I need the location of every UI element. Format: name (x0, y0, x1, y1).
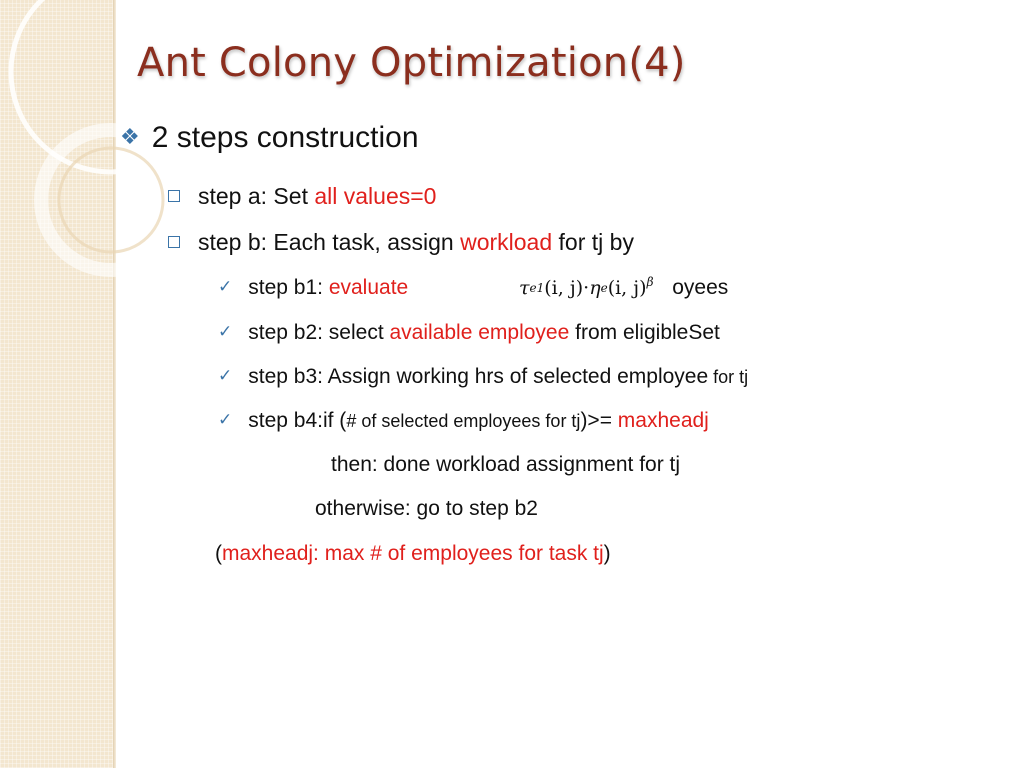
square-bullet-icon (168, 236, 180, 248)
step-b2-highlight: available employee (389, 321, 570, 344)
diamond-bullet-icon: ❖ (120, 124, 140, 149)
bullet-text: 2 steps construction (151, 121, 419, 154)
formula-args-1: (i, j) (544, 277, 584, 299)
bullet-2-steps-construction (120, 121, 419, 155)
step-b4-middle: )>= (580, 409, 618, 432)
formula-eta-sub: e (600, 281, 608, 295)
step-b2-prefix: step b2: select (248, 321, 390, 344)
formula-tau: τ (519, 277, 530, 299)
step-b3-text: step b3: Assign working hrs of selected employee (248, 365, 709, 388)
step-b1-suffix: oyees (672, 276, 729, 299)
step-b4-prefix: step b4:if ( (248, 409, 347, 432)
note-line (215, 542, 611, 566)
step-b4-small: # of selected employees for tj (346, 411, 581, 431)
checkmark-bullet-icon: ✓ (218, 322, 233, 341)
step-b3-small: for tj (708, 367, 749, 387)
formula-args-2: (i, j) (607, 277, 647, 299)
step-b-suffix: for tj by (552, 229, 634, 255)
formula-exponent: β (646, 275, 654, 289)
note-highlight: maxheadj: max # of employees for task tj (222, 542, 604, 565)
then-line: then: done workload assignment for tj (331, 453, 681, 476)
step-b-highlight: workload (460, 229, 553, 255)
checkmark-bullet-icon: ✓ (218, 410, 233, 429)
formula-eta: η (589, 277, 601, 299)
square-bullet-icon (168, 190, 180, 202)
bullet-step-b4 (218, 409, 709, 433)
slide-title: Ant Colony Optimization(4) (137, 40, 686, 86)
bullet-step-b (168, 229, 634, 256)
otherwise-line: otherwise: go to step b2 (315, 497, 538, 520)
step-b1-prefix: step b1: (248, 276, 329, 299)
step-a-prefix: step a: Set (198, 183, 315, 209)
formula-tau-sub: e1 (529, 281, 545, 295)
step-a-highlight: all values=0 (314, 183, 437, 209)
step-b4-highlight: maxheadj (617, 409, 709, 432)
formula-dot: · (583, 277, 590, 299)
bullet-step-a (168, 183, 436, 210)
step-b2-suffix: from eligibleSet (569, 321, 720, 344)
step-b1-highlight: evaluate (328, 276, 409, 299)
bullet-step-b2 (218, 321, 720, 345)
checkmark-bullet-icon: ✓ (218, 277, 233, 296)
note-close-paren: ) (603, 542, 611, 565)
formula-image (519, 268, 654, 308)
bullet-step-b3 (218, 365, 748, 389)
note-open-paren: ( (215, 542, 222, 565)
step-b-prefix: step b: Each task, assign (198, 229, 461, 255)
checkmark-bullet-icon: ✓ (218, 366, 233, 385)
